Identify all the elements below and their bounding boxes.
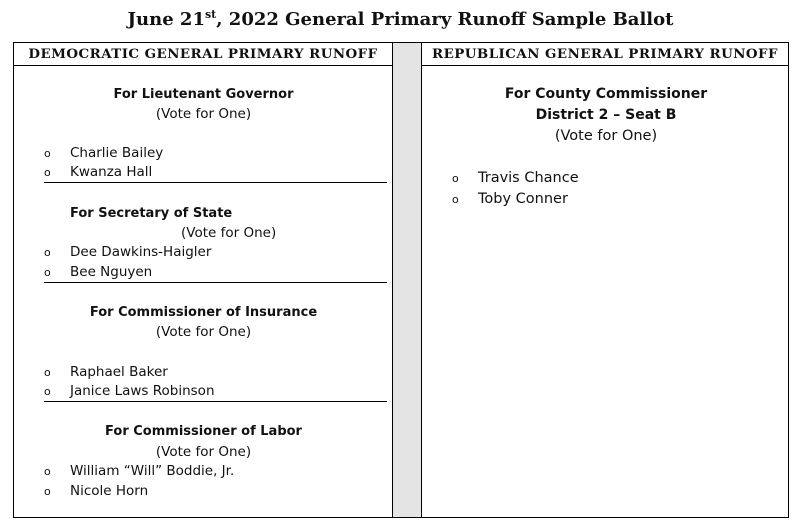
radio-bullet-icon: o (452, 193, 459, 206)
column-separator (393, 43, 422, 517)
radio-bullet-icon: o (44, 166, 51, 179)
vote-instruction: (Vote for One) (155, 444, 252, 460)
race-title-commissioner-of-labor: For Commissioner of Labor (105, 424, 302, 439)
radio-bullet-icon: o (44, 246, 51, 259)
democratic-column (14, 43, 393, 517)
race-divider (44, 282, 387, 283)
republican-heading: REPUBLICAN GENERAL PRIMARY RUNOFF (422, 43, 788, 66)
race-divider (44, 182, 387, 183)
candidate-charlie-bailey[interactable] (44, 145, 163, 161)
vote-instruction: (Vote for One) (155, 106, 252, 122)
democratic-heading: DEMOCRATIC GENERAL PRIMARY RUNOFF (14, 43, 392, 66)
candidate-name: Janice Laws Robinson (70, 383, 215, 399)
radio-bullet-icon: o (44, 485, 51, 498)
ballot-table (13, 42, 789, 518)
race-title-lieutenant-governor: For Lieutenant Governor (113, 87, 294, 102)
candidate-name: Kwanza Hall (70, 164, 153, 180)
candidate-dee-dawkins-haigler[interactable] (44, 244, 211, 260)
radio-bullet-icon: o (44, 266, 51, 279)
candidate-name: Charlie Bailey (70, 145, 164, 161)
candidate-name: Toby Conner (478, 191, 568, 207)
ballot-title-superscript: st (204, 8, 217, 21)
candidate-name: Nicole Horn (70, 483, 149, 499)
race-divider (44, 401, 387, 402)
republican-column (422, 43, 788, 517)
vote-instruction: (Vote for One) (181, 225, 277, 241)
radio-bullet-icon: o (44, 465, 51, 478)
radio-bullet-icon: o (44, 366, 51, 379)
vote-instruction: (Vote for One) (554, 128, 658, 144)
candidate-raphael-baker[interactable] (44, 364, 168, 380)
candidate-bee-nguyen[interactable] (44, 264, 152, 280)
radio-bullet-icon: o (452, 172, 459, 185)
candidate-janice-laws-robinson[interactable] (44, 383, 215, 399)
candidate-toby-conner[interactable] (452, 191, 568, 207)
candidate-kwanza-hall[interactable] (44, 164, 152, 180)
candidate-name: Dee Dawkins-Haigler (70, 244, 212, 260)
race-title-district-seat: District 2 – Seat B (535, 107, 677, 123)
ballot-title-prefix: June 21 (127, 9, 205, 30)
candidate-nicole-horn[interactable] (44, 483, 148, 499)
race-title-commissioner-of-insurance: For Commissioner of Insurance (89, 305, 318, 320)
candidate-william-will-boddie-jr[interactable] (44, 463, 234, 479)
radio-bullet-icon: o (44, 385, 51, 398)
ballot-title-suffix: , 2022 General Primary Runoff Sample Ballot (216, 9, 674, 30)
candidate-name: Travis Chance (478, 170, 579, 186)
candidate-travis-chance[interactable] (452, 170, 579, 186)
race-title-secretary-of-state: For Secretary of State (70, 206, 233, 221)
radio-bullet-icon: o (44, 147, 51, 160)
vote-instruction: (Vote for One) (155, 324, 252, 340)
candidate-name: Raphael Baker (70, 364, 168, 380)
candidate-name: Bee Nguyen (70, 264, 153, 280)
ballot-title (0, 8, 801, 30)
race-title-county-commissioner: For County Commissioner (504, 86, 708, 102)
candidate-name: William “Will” Boddie, Jr. (70, 463, 235, 479)
